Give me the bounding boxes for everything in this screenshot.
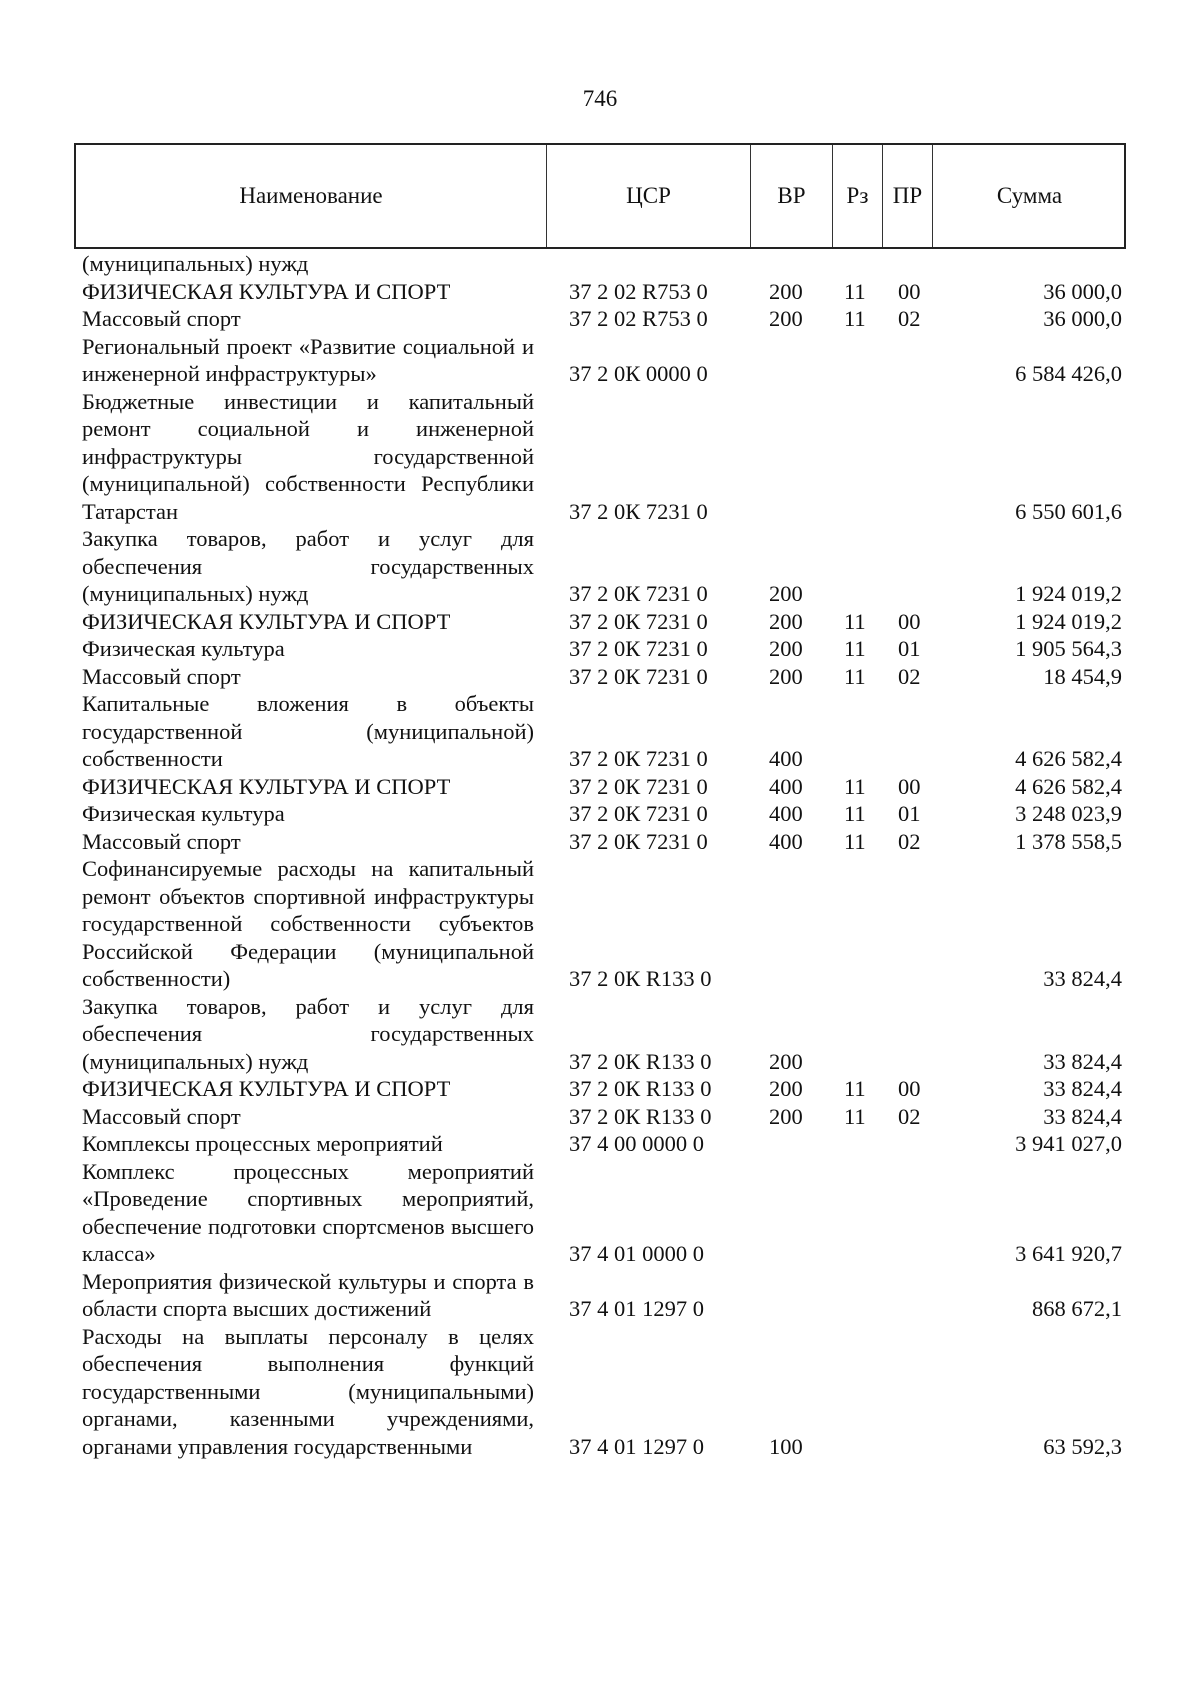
row-sum: 3 941 027,0 — [1015, 1131, 1122, 1156]
row-name: Софинансируемые расходы на капитальный ремонт объектов спортивной инфраструктуры государственной собственности субъектов Российской Федерации (муниципальной собственности) — [82, 856, 534, 991]
row-name: Массовый спорт — [82, 1103, 241, 1129]
row-name: Физическая культура — [82, 801, 285, 826]
row-rz: 11 — [844, 1076, 866, 1101]
row-pr: 02 — [898, 1103, 921, 1129]
table-row — [82, 828, 1122, 856]
row-vr: 200 — [769, 306, 803, 331]
row-sum: 63 592,3 — [1043, 1433, 1122, 1459]
row-vr: 200 — [769, 1076, 803, 1101]
row-name: ФИЗИЧЕСКАЯ КУЛЬТУРА И СПОРТ — [82, 1076, 451, 1101]
table-row — [82, 525, 1122, 608]
row-rz: 11 — [844, 663, 866, 689]
row-rz: 11 — [844, 1103, 866, 1129]
row-rz: 11 — [844, 828, 866, 854]
row-csr: 37 2 02 R753 0 — [569, 278, 708, 304]
table-row — [82, 663, 1122, 691]
row-sum: 33 824,4 — [1043, 966, 1122, 991]
table-row — [82, 278, 1122, 306]
row-csr: 37 2 0К 7231 0 — [569, 581, 708, 606]
row-pr: 01 — [898, 636, 921, 661]
table-row — [82, 1075, 1122, 1103]
table-row — [82, 1130, 1122, 1158]
row-name: Капитальные вложения в объекты государственной (муниципальной) собственности — [82, 691, 534, 771]
row-vr: 200 — [769, 636, 803, 661]
row-pr: 02 — [898, 828, 921, 854]
header-pr: ПР — [882, 145, 932, 247]
row-rz: 11 — [844, 773, 866, 799]
table-row — [82, 1103, 1122, 1131]
row-vr: 400 — [769, 801, 803, 826]
row-sum: 6 550 601,6 — [1015, 498, 1122, 524]
row-sum: 868 672,1 — [1032, 1296, 1122, 1321]
row-csr: 37 2 0К R133 0 — [569, 966, 712, 991]
row-sum: 1 924 019,2 — [1015, 608, 1122, 634]
row-csr: 37 4 01 0000 0 — [569, 1241, 704, 1266]
row-name: Закупка товаров, работ и услуг для обеспечения государственных (муниципальных) нужд — [82, 526, 534, 606]
row-vr: 200 — [769, 581, 803, 606]
row-name: Региональный проект «Развитие социальной и инженерной инфраструктуры» — [82, 333, 534, 386]
header-sum: Сумма — [932, 145, 1126, 247]
row-csr: 37 2 0К 0000 0 — [569, 361, 708, 386]
row-csr: 37 2 0К 7231 0 — [569, 663, 708, 689]
row-name: Комплексы процессных мероприятий — [82, 1131, 443, 1156]
row-vr: 200 — [769, 1048, 803, 1074]
row-sum: 33 824,4 — [1043, 1103, 1122, 1129]
table-row — [82, 608, 1122, 636]
row-vr: 200 — [769, 278, 803, 304]
table-row — [82, 800, 1122, 828]
row-pr: 00 — [898, 278, 921, 304]
row-csr: 37 2 0К R133 0 — [569, 1048, 712, 1074]
row-sum: 3 248 023,9 — [1015, 801, 1122, 826]
row-sum: 33 824,4 — [1043, 1048, 1122, 1074]
row-sum: 33 824,4 — [1043, 1076, 1122, 1101]
table-header — [74, 143, 1126, 249]
row-sum: 3 641 920,7 — [1015, 1241, 1122, 1266]
row-name: Физическая культура — [82, 636, 285, 661]
row-csr: 37 2 02 R753 0 — [569, 306, 708, 331]
table-row — [82, 690, 1122, 773]
row-csr: 37 2 0К R133 0 — [569, 1103, 712, 1129]
table-row — [82, 1323, 1122, 1461]
row-sum: 36 000,0 — [1043, 306, 1122, 331]
row-sum: 18 454,9 — [1043, 663, 1122, 689]
row-rz: 11 — [844, 306, 866, 331]
row-csr: 37 2 0К 7231 0 — [569, 773, 708, 799]
row-csr: 37 2 0К 7231 0 — [569, 746, 708, 771]
table-row — [82, 773, 1122, 801]
header-name: Наименование — [239, 183, 383, 208]
row-rz: 11 — [844, 278, 866, 304]
row-vr: 400 — [769, 746, 803, 771]
row-csr: 37 2 0К 7231 0 — [569, 636, 708, 661]
row-pr: 00 — [898, 608, 921, 634]
row-csr: 37 2 0К 7231 0 — [569, 498, 708, 524]
row-pr: 02 — [898, 306, 921, 331]
row-sum: 1 924 019,2 — [1015, 581, 1122, 606]
table-row — [82, 1268, 1122, 1323]
row-sum: 1 378 558,5 — [1015, 828, 1122, 854]
row-csr: 37 2 0К 7231 0 — [569, 828, 708, 854]
row-name: Массовый спорт — [82, 306, 241, 331]
row-csr: 37 4 01 1297 0 — [569, 1296, 704, 1321]
row-name: (муниципальных) нужд — [82, 251, 309, 276]
table-body — [82, 250, 1122, 1460]
row-vr: 100 — [769, 1433, 803, 1459]
header-rz: Рз — [832, 145, 882, 247]
row-csr: 37 2 0К R133 0 — [569, 1076, 712, 1101]
table-row — [82, 305, 1122, 333]
table-row — [82, 388, 1122, 526]
row-vr: 200 — [769, 1103, 803, 1129]
row-name: ФИЗИЧЕСКАЯ КУЛЬТУРА И СПОРТ — [82, 773, 451, 799]
row-sum: 1 905 564,3 — [1015, 636, 1122, 661]
row-pr: 02 — [898, 663, 921, 689]
row-name: Расходы на выплаты персоналу в целях обеспечения выполнения функций государственными (муниципальными) органами, казенными учреждениями, органами управления государственными — [82, 1323, 534, 1459]
row-rz: 11 — [844, 608, 866, 634]
table-row — [82, 1158, 1122, 1268]
row-name: Массовый спорт — [82, 663, 241, 689]
row-sum: 4 626 582,4 — [1015, 746, 1122, 771]
header-csr: ЦСР — [546, 145, 750, 247]
row-sum: 36 000,0 — [1043, 278, 1122, 304]
row-name: Комплекс процессных мероприятий «Проведение спортивных мероприятий, обеспечение подготовки спортсменов высшего класса» — [82, 1158, 534, 1266]
row-vr: 200 — [769, 608, 803, 634]
row-sum: 6 584 426,0 — [1015, 361, 1122, 386]
row-name: Бюджетные инвестиции и капитальный ремонт социальной и инженерной инфраструктуры государственной (муниципальной) собственности Республики Татарстан — [82, 388, 534, 524]
row-csr: 37 2 0К 7231 0 — [569, 801, 708, 826]
row-name: Закупка товаров, работ и услуг для обеспечения государственных (муниципальных) нужд — [82, 993, 534, 1074]
row-vr: 400 — [769, 828, 803, 854]
row-csr: 37 4 01 1297 0 — [569, 1433, 704, 1459]
table-row — [82, 333, 1122, 388]
row-sum: 4 626 582,4 — [1015, 773, 1122, 799]
row-pr: 00 — [898, 773, 921, 799]
header-vr: ВР — [750, 145, 832, 247]
page-number: 746 — [582, 86, 618, 111]
row-name: Массовый спорт — [82, 828, 241, 854]
row-csr: 37 4 00 0000 0 — [569, 1131, 704, 1156]
row-pr: 01 — [898, 801, 921, 826]
table-row — [82, 250, 1122, 278]
table-row — [82, 635, 1122, 663]
row-name: ФИЗИЧЕСКАЯ КУЛЬТУРА И СПОРТ — [82, 608, 451, 634]
row-pr: 00 — [898, 1076, 921, 1101]
row-csr: 37 2 0К 7231 0 — [569, 608, 708, 634]
row-name: ФИЗИЧЕСКАЯ КУЛЬТУРА И СПОРТ — [82, 278, 451, 304]
row-vr: 400 — [769, 773, 803, 799]
row-name: Мероприятия физической культуры и спорта в области спорта высших достижений — [82, 1268, 534, 1321]
row-vr: 200 — [769, 663, 803, 689]
row-rz: 11 — [844, 801, 866, 826]
table-row — [82, 855, 1122, 993]
row-rz: 11 — [844, 636, 866, 661]
table-row — [82, 993, 1122, 1076]
